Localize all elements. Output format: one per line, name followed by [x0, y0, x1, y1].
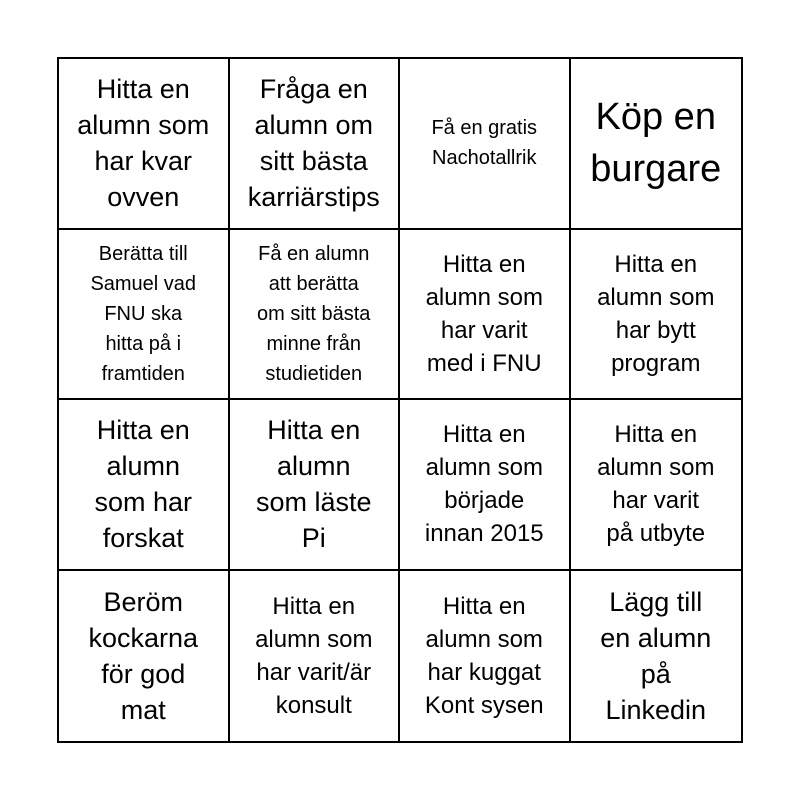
- bingo-cell[interactable]: [400, 571, 571, 742]
- bingo-cell[interactable]: [230, 230, 401, 401]
- bingo-cell[interactable]: [230, 571, 401, 742]
- bingo-cell[interactable]: [59, 59, 230, 230]
- cell-text: Fråga en alumn om sitt bästa karriärstips: [247, 74, 380, 213]
- bingo-cell[interactable]: [571, 230, 742, 401]
- bingo-cell[interactable]: [59, 230, 230, 401]
- bingo-board: [57, 57, 743, 743]
- bingo-cell[interactable]: [400, 400, 571, 571]
- cell-text: Berätta till Samuel vad FNU ska hitta på i framtiden: [90, 242, 197, 385]
- cell-text: Hitta en alumn som läste Pi: [255, 415, 372, 554]
- cell-text: Lägg till en alumn på Linkedin: [600, 586, 712, 725]
- bingo-cell[interactable]: [571, 59, 742, 230]
- bingo-cell[interactable]: [59, 400, 230, 571]
- bingo-cell[interactable]: [400, 59, 571, 230]
- cell-text: Få en alumn att berätta om sitt bästa minne från studietiden: [257, 242, 371, 385]
- bingo-cell[interactable]: [571, 400, 742, 571]
- cell-text: Hitta en alumn som har varit/är konsult: [255, 592, 373, 719]
- cell-text: Hitta en alumn som har forskat: [94, 415, 193, 554]
- bingo-cell[interactable]: [400, 230, 571, 401]
- cell-text: Få en gratis Nachotallrik: [431, 117, 538, 170]
- cell-text: Köp en burgare: [590, 96, 722, 191]
- cell-text: Hitta en alumn som har bytt program: [597, 250, 715, 377]
- cell-text: Hitta en alumn som har kvar ovven: [77, 74, 210, 213]
- cell-text: Beröm kockarna för god mat: [88, 586, 199, 725]
- cell-text: Hitta en alumn som har varit med i FNU: [425, 250, 543, 377]
- cell-text: Hitta en alumn som har varit på utbyte: [597, 421, 715, 548]
- bingo-cell[interactable]: [571, 571, 742, 742]
- cell-text: Hitta en alumn som har kuggat Kont sysen: [424, 592, 544, 719]
- bingo-cell[interactable]: [230, 400, 401, 571]
- bingo-cell[interactable]: [230, 59, 401, 230]
- bingo-cell[interactable]: [59, 571, 230, 742]
- cell-text: Hitta en alumn som började innan 2015: [424, 421, 544, 548]
